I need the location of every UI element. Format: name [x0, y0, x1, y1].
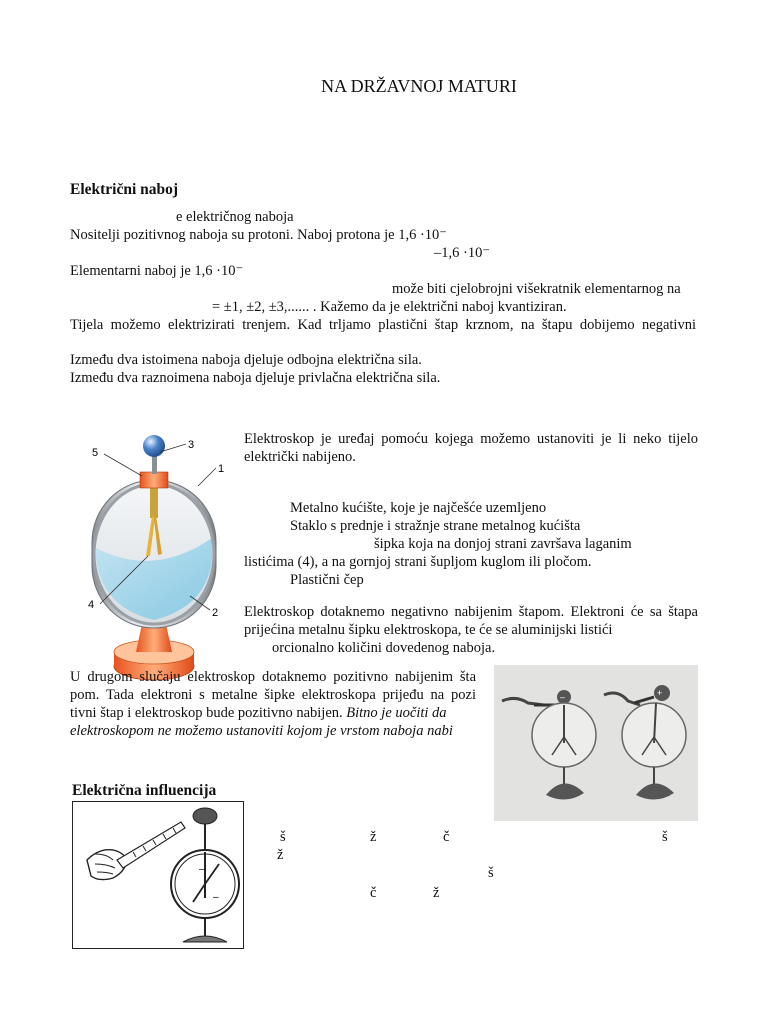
text-fragment: š — [488, 865, 494, 881]
negative-charge-text: Elektroskop dotaknemo negativno nabijenim štapom. Elektroni će sa štapa — [244, 604, 698, 620]
text-fragment: ž — [277, 847, 284, 863]
diagram-label-4: 4 — [88, 599, 95, 611]
positive-charge-text: U drugom slučaju elektroskop dotaknemo pozitivno nabijenim šta — [70, 669, 476, 685]
text-line: –1,6 ·10⁻ — [434, 245, 490, 261]
text-fragment: š — [662, 829, 668, 845]
positive-charge-text: tivni štap i elektroskop bude pozitivno nabijen. Bitno je uočiti da — [70, 705, 447, 721]
section-heading-electric-charge: Električni naboj — [70, 181, 179, 198]
svg-text:–: – — [560, 692, 566, 702]
svg-text:–: – — [213, 892, 219, 903]
svg-text:–: – — [199, 864, 205, 875]
diagram-label-1: 1 — [218, 463, 225, 475]
diagram-label-5: 5 — [92, 447, 99, 459]
text-fragment: š — [280, 829, 286, 845]
electroscope-intro: električki nabijeno. — [244, 449, 356, 465]
positive-charge-text: pom. Tada elektroni s metalne šipke elektroskopa prijeđu na pozi — [70, 687, 476, 703]
page-title: NA DRŽAVNOJ MATURI — [321, 76, 517, 96]
negative-charge-text: orcionalno količini dovedenog naboja. — [272, 640, 496, 656]
text-line: Nositelji pozitivnog naboja su protoni. Naboj protona je 1,6 ·10⁻ — [70, 227, 447, 243]
diagram-label-3: 3 — [188, 439, 195, 451]
text-line: Između dva raznoimena naboja djeluje privlačna električna sila. — [70, 370, 441, 386]
text-fragment: č — [443, 829, 450, 845]
electroscope-intro: Elektroskop je uređaj pomoću kojega možemo ustanoviti je li neko tijelo — [244, 431, 698, 447]
influence-diagram — [72, 801, 244, 949]
text-fragment: č — [370, 885, 377, 901]
part-description: šipka koja na donjoj strani završava laganim — [374, 536, 632, 552]
text-line: može biti cjelobrojni višekratnik elementarnog na — [392, 281, 681, 297]
emphasis-text: Bitno je uočiti da — [346, 705, 447, 721]
text-line: = ±1, ±2, ±3,...... . Kažemo da je električni naboj kvantiziran. — [212, 299, 567, 315]
text-line: Između dva istoimena naboja djeluje odbojna električna sila. — [70, 352, 422, 368]
text-line: Tijela možemo elektrizirati trenjem. Kad trljamo plastični štap krznom, na štapu dobijemo negativni — [70, 317, 696, 333]
text-fragment: ž — [433, 885, 440, 901]
negative-charge-text: prijećina metalnu šipku elektroskopa, te će se aluminijski listići — [244, 622, 613, 638]
part-description: Plastični čep — [290, 572, 364, 588]
electroscope-diagram — [80, 428, 240, 690]
electroscope-photo — [494, 665, 698, 821]
section-heading-electric-influence: Električna influencija — [72, 782, 217, 799]
text-line: Elementarni naboj je 1,6 ·10⁻ — [70, 263, 244, 279]
diagram-label-2: 2 — [212, 607, 219, 619]
part-description: Staklo s prednje i stražnje strane metalnog kućišta — [290, 518, 581, 534]
part-description: listićima (4), a na gornjoj strani šupljom kuglom ili pločom. — [244, 554, 592, 570]
part-description: Metalno kućište, koje je najčešće uzemljeno — [290, 500, 547, 516]
emphasis-text: elektroskopom ne možemo ustanoviti kojom je vrstom naboja nabi — [70, 723, 453, 739]
text-line: e električnog naboja — [176, 209, 294, 225]
text-fragment: ž — [370, 829, 377, 845]
svg-text:+: + — [657, 688, 663, 698]
